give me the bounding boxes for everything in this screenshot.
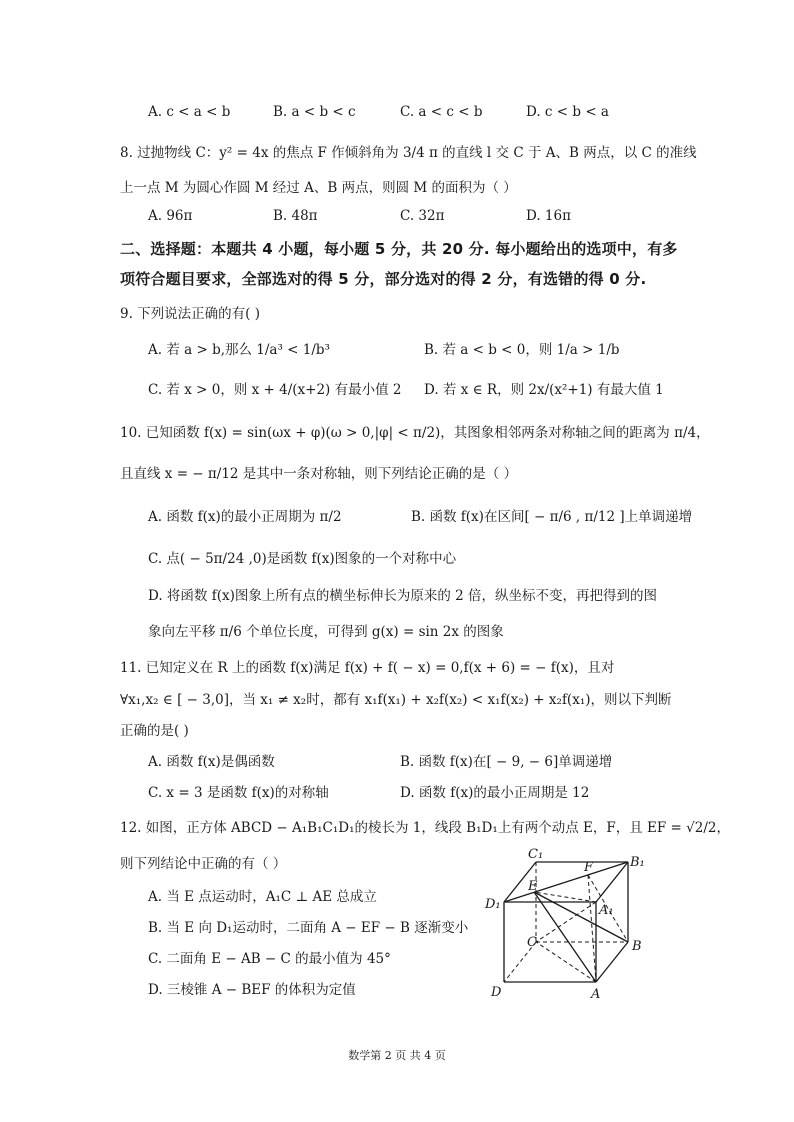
q9-option-d: D. 若 x ∈ R，则 2x/(x²+1) 有最大值 1 [424,382,664,398]
q11-option-b: B. 函数 f(x)在[ − 9, − 6]单调递增 [400,754,613,770]
label-d1: D₁ [485,897,501,912]
q12-option-b: B. 当 E 向 D₁运动时，二面角 A − EF − B 逐渐变小 [148,920,469,936]
q11-option-d: D. 函数 f(x)的最小正周期是 12 [400,785,590,801]
q9-stem: 9. 下列说法正确的有( ) [120,306,260,322]
q7-option-a: A. c < a < b [148,104,231,120]
q12-stem-line1: 12. 如图，正方体 ABCD − A₁B₁C₁D₁的棱长为 1，线段 B₁D₁上有两个动点 E，F，且 EF = √2/2， [120,820,730,836]
q10-option-b: B. 函数 f(x)在区间[ − π/6 , π/12 ]上单调递增 [411,509,693,525]
section2-heading-line2: 项符合题目要求，全部选对的得 5 分，部分选对的得 2 分，有选错的得 0 分. [120,270,647,288]
q11-option-c: C. x = 3 是函数 f(x)的对称轴 [148,785,329,801]
q11-stem-line1: 11. 已知定义在 R 上的函数 f(x)满足 f(x) + f( − x) = 0,f(x + 6) = − f(x)，且对 [120,660,615,676]
q8-option-a: A. 96π [148,208,193,224]
q8-option-c: C. 32π [400,208,445,224]
label-c: C [527,935,537,950]
q10-stem-line2: 且直线 x = − π/12 是其中一条对称轴，则下列结论正确的是（ ） [120,466,518,482]
q11-stem-line2: ∀x₁,x₂ ∈ [ − 3,0]，当 x₁ ≠ x₂时，都有 x₁f(x₁) + x₂f(x₂) < x₁f(x₂) + x₂f(x₁)，则以下判断 [120,692,672,708]
q7-option-b: B. a < b < c [273,104,356,120]
q10-option-d-line1: D. 将函数 f(x)图象上所有点的横坐标伸长为原来的 2 倍，纵坐标不变，再把得到的图 [148,588,658,604]
q7-option-d: D. c < b < a [526,104,609,120]
q10-option-d-line2: 象向左平移 π/6 个单位长度，可得到 g(x) = sin 2x 的图象 [148,624,504,640]
hidden-segment-fa [588,875,596,982]
q11-option-a: A. 函数 f(x)是偶函数 [148,754,275,770]
page-footer: 数学第 2 页 共 4 页 [348,1049,446,1062]
section2-heading-line1: 二、选择题：本题共 4 小题，每小题 5 分，共 20 分. 每小题给出的选项中，有多 [120,240,678,258]
edge-ab [596,942,628,982]
label-d: D [491,985,502,1000]
label-a1: A₁ [599,903,614,918]
label-e: E [528,879,538,894]
q10-option-c: C. 点( − 5π/24 ,0)是函数 f(x)图象的一个对称中心 [148,551,457,567]
label-c1: C₁ [528,847,544,862]
segment-b1d1 [504,862,628,902]
q8-stem-line2: 上一点 M 为圆心作圆 M 经过 A、B 两点，则圆 M 的面积为（ ） [120,180,517,196]
q12-option-a: A. 当 E 点运动时，A₁C ⊥ AE 总成立 [148,889,377,905]
q8-stem-line1: 8. 过抛物线 C：y² = 4x 的焦点 F 作倾斜角为 3/4 π 的直线 l 交 C 于 A、B 两点，以 C 的准线 [120,145,697,161]
q8-option-b: B. 48π [273,208,318,224]
cube-figure [482,846,662,1006]
q10-option-a: A. 函数 f(x)的最小正周期为 π/2 [148,509,342,525]
hidden-segment-ac [536,942,596,982]
label-f: F [584,860,594,875]
q12-option-c: C. 二面角 E − AB − C 的最小值为 45° [148,951,391,967]
label-b: B [632,939,642,954]
q11-stem-line3: 正确的是( ) [120,723,189,739]
label-b1: B₁ [630,855,645,870]
q9-option-a: A. 若 a > b,那么 1/a³ < 1/b³ [148,342,330,358]
q8-option-d: D. 16π [526,208,571,224]
label-a: A [591,987,601,1002]
q12-stem-line2: 则下列结论中正确的有（ ） [120,856,287,872]
q9-option-c: C. 若 x > 0，则 x + 4/(x+2) 有最小值 2 [148,382,402,398]
q7-option-c: C. a < c < b [400,104,483,120]
q10-stem-line1: 10. 已知函数 f(x) = sin(ωx + φ)(ω > 0,|φ| < π/2)，其图象相邻两条对称轴之间的距离为 π/4， [120,425,710,441]
q12-option-d: D. 三棱锥 A − BEF 的体积为定值 [148,982,356,998]
q9-option-b: B. 若 a < b < 0，则 1/a > 1/b [424,342,620,358]
